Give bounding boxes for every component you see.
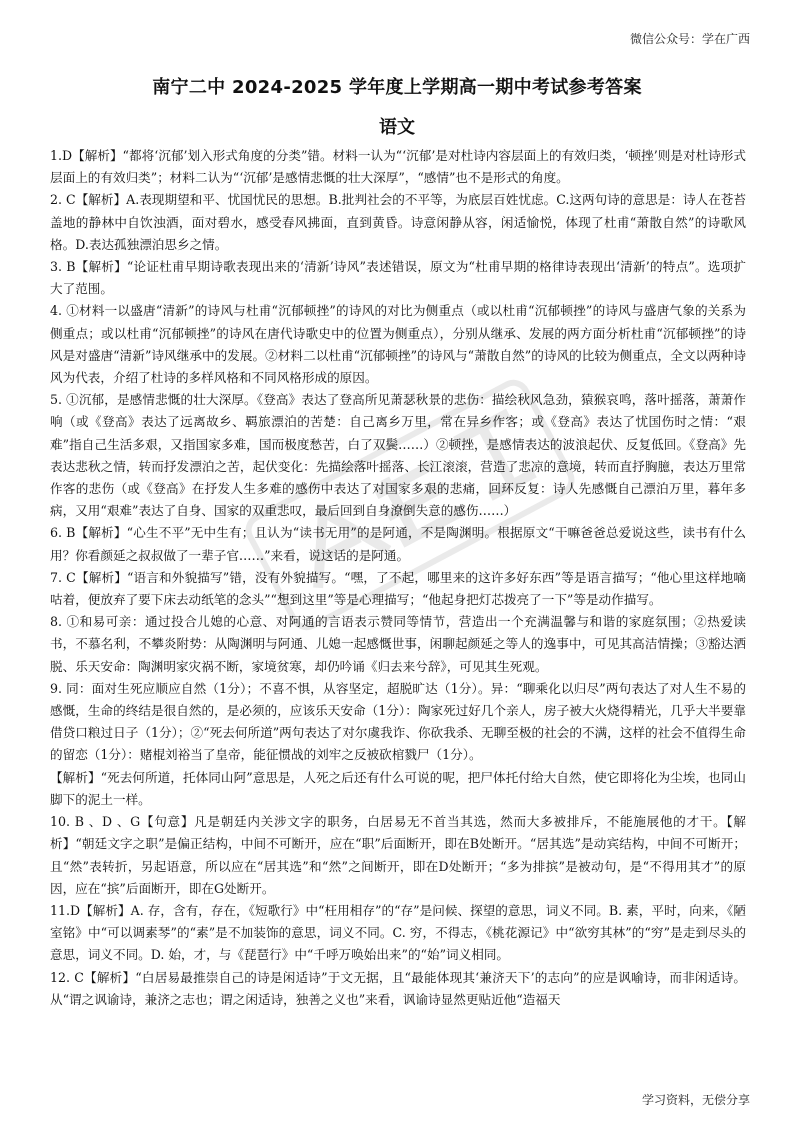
- subject-heading: 语文: [379, 117, 415, 138]
- answer-paragraph: 2. C【解析】A.表现期望和平、忧国忧民的思想。B.批判社会的不平等，为底层百姓忧虑。C.这两句诗的意思是：诗人在苍苔盖地的静林中自饮浊酒，面对碧水，感受春风拂面，直到黄昏。诗意闲静从容，闲适愉悦，体现了杜甫“萧散自然”的诗歌风格。D.表达孤独漂泊思乡之情。: [50, 192, 746, 252]
- answer-paragraph: 12. C【解析】“白居易最推崇自己的诗是闲适诗”于文无据，且“最能体现其‘兼济天下’的志向”的应是讽喻诗，而非闲适诗。从“谓之讽谕诗，兼济之志也；谓之闲适诗，独善之义也”来看，讽谕诗显然更贴近他“造福天: [50, 969, 746, 1007]
- answer-paragraph: 11.D【解析】A. 存，含有，存在，《短歌行》中“枉用相存”的“存”是问候、探望的意思，词义不同。B. 素，平时，向来，《陋室铭》中“可以调素琴”的“素”是不加装饰的意思，词义不同。C. 穷，不得志，《桃花源记》中“欲穷其林”的“穷”是走到尽头的意思，词义不同。D. 始，才，与《琵琶行》中“千呼万唤始出来”的“始”词义相同。: [50, 902, 746, 963]
- answer-paragraph: 4. ①材料一以盛唐“清新”的诗风与杜甫“沉郁顿挫”的诗风的对比为侧重点（或以杜甫“沉郁顿挫”的诗风与盛唐气象的关系为侧重点；或以杜甫“沉郁顿挫”的诗风在唐代诗歌史中的位置为侧重点），分别从继承、发展的两方面分析杜甫“沉郁顿挫”的诗风是对盛唐“清新”诗风继承中的发展。②材料二以杜甫“沉郁顿挫”的诗风与“萧散自然”的诗风的比较为侧重点，全文以两种诗风为代表，介绍了杜诗的多样风格和不同风格形成的原因。: [50, 303, 746, 386]
- answer-paragraph: 9. 同：面对生死应顺应自然（1分）；不喜不惧，从容坚定，超脱旷达（1分）。异：“聊乘化以归尽”两句表达了对人生不易的感慨，生命的终结是很自然的，是必须的，应该乐天安命（1分）：陶家死过好几个亲人，房子被大火烧得精光，几乎大半要靠借贷口粮过日子（1分）；②“死去何所道”两句表达了对尔虞我诈、你砍我杀、无聊至极的社会的不满，这样的社会不值得生命的留恋（1分）：赌棍刘裕当了皇帝，能征惯战的刘牢之反被砍棺戮尸（1分）。: [50, 680, 746, 763]
- answer-paragraph: 10. B 、D 、G【句意】凡是朝廷内关涉文字的职务，白居易无不首当其选，然而大多被排斥，不能施展他的才干。【解析】“朝廷文字之职”是偏正结构，中间不可断开，应在“职”后面断开，即在B处断开。“居其选”是动宾结构，中间不可断开；且“然”表转折，另起语意，所以应在“居其选”和“然”之间断开，即在D处断开；“多为排摈”是被动句，是“不得用其才”的原因，应在“摈”后面断开，即在G处断开。: [50, 814, 746, 896]
- answer-paragraph: 1.D【解析】“都将‘沉郁’划入形式角度的分类”错。材料一认为“‘沉郁’是对杜诗内容层面上的有效归类，‘顿挫’则是对杜诗形式层面上的有效归类”；材料二认为“‘沉郁’是感情悲慨的壮大深厚”，“感情”也不是形式的角度。: [50, 148, 746, 186]
- answer-paragraph: 【解析】“死去何所道，托体同山阿”意思是，人死之后还有什么可说的呢，把尸体托付给大自然，使它即将化为尘埃，也同山脚下的泥土一样。: [50, 769, 746, 807]
- answer-paragraph: 3. B【解析】“论证杜甫早期诗歌表现出来的‘清新’诗风”表述错误，原文为“杜甫早期的格律诗表现出‘清新’的特点”。选项扩大了范围。: [50, 259, 746, 297]
- answer-paragraph: 6. B【解析】“心生不平”无中生有；且认为“读书无用”的是阿通，不是陶渊明。根据原文“干嘛爸爸总爱说这些，读书有什么用？你看颜延之叔叔做了一辈子官……”来看，说这话的是阿通。: [50, 525, 746, 563]
- answer-paragraph: 7. C【解析】“语言和外貌描写”错，没有外貌描写。“嘿，了不起，哪里来的这许多好东西”等是语言描写；“他心里这样地嘀咕着，便放弃了要下床去动纸笔的念头”“想到这里”等是心理描写；“他起身把灯芯拨亮了一下”等是动作描写。: [50, 569, 746, 608]
- answer-content: [50, 145, 746, 1011]
- footer-note: 学习资料，无偿分享: [641, 1093, 750, 1107]
- answer-paragraph: 8. ①和易可亲：通过投合儿媳的心意、对阿通的言语表示赞同等情节，营造出一个充满温馨与和谐的家庭氛围；②热爱读书，不慕名利，不攀炎附势：从陶渊明与阿通、儿媳一起感慨世事，闲聊起颜延之等人的逸事中，可见其高洁情操；③豁达洒脱、乐天安命：陶渊明家灾祸不断，家境贫寒，却仍吟诵《归去来兮辞》，可见其生死观。: [50, 614, 746, 674]
- wechat-account-label: 微信公众号：学在广西: [629, 32, 750, 46]
- page-title: 南宁二中 2024-2025 学年度上学期高一期中考试参考答案: [152, 77, 642, 98]
- answer-paragraph: 5. ①沉郁，是感情悲慨的壮大深厚。《登高》表达了登高所见萧瑟秋景的悲伤：描绘秋风急劲，猿猴哀鸣，落叶摇落，萧萧作响（或《登高》表达了远离故乡、羁旅漂泊的苦楚：自己离乡万里，常在异乡作客；或《登高》表达了忧国伤时之情：“艰难”指自己生活多艰，又指国家多难，国而极度愁苦，白了双鬓……）②顿挫，是感情表达的波浪起伏、反复低回。《登高》先表达悲秋之情，转而抒发漂泊之苦，起伏变化：先描绘落叶摇落、长江滚滚，营造了悲凉的意境，转而直抒胸臆，表达万里常作客的悲伤（或《登高》在抒发人生多难的感伤中表达了对国家多艰的悲痛，回环反复：诗人先感慨自己漂泊万里，暮年多病，又用“艰难”表达了自身、国家的双重悲叹，最后回到自身潦倒失意的感伤……）: [50, 392, 746, 519]
